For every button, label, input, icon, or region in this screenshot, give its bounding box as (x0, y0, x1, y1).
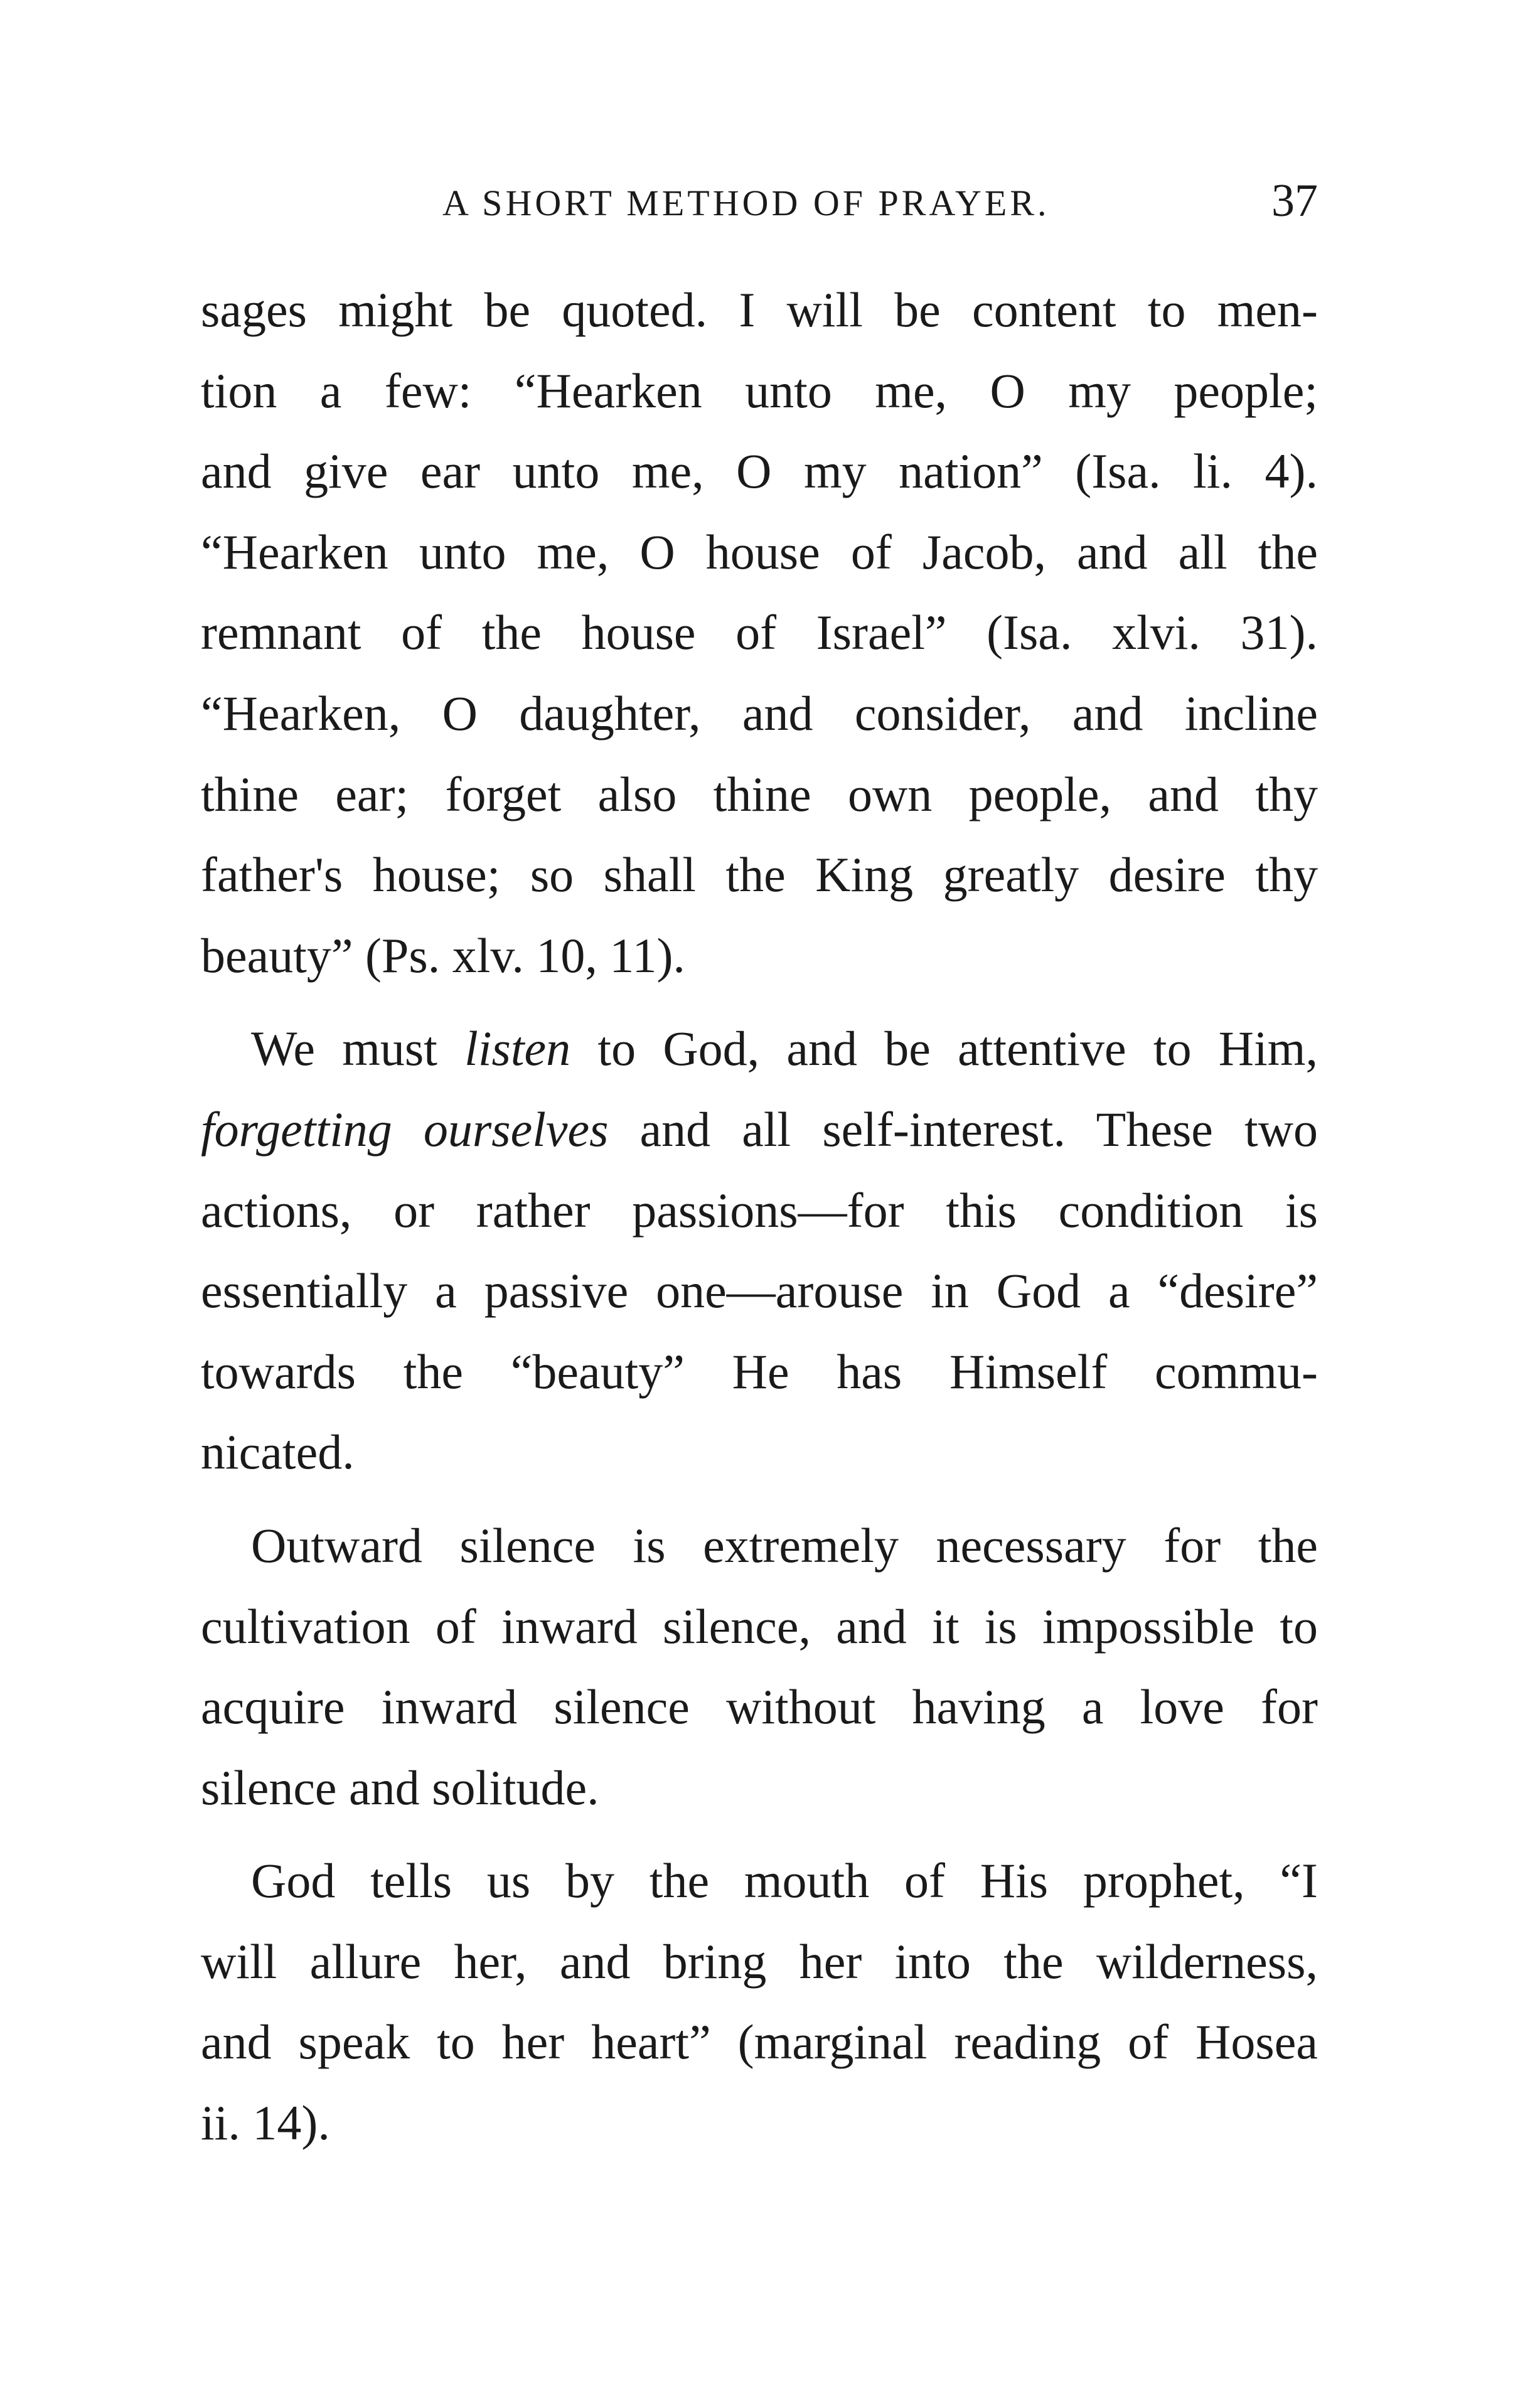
text-line: will allure her, and bring her into the wilderness, (201, 1934, 1318, 1989)
text-line: sages might be quoted. I will be content to men- (201, 282, 1318, 337)
paragraph-4 (201, 1841, 1318, 2163)
text-line: “Hearken unto me, O house of Jacob, and all the (201, 524, 1318, 579)
text-run: to God, and be attentive to Him, (570, 1021, 1318, 1076)
italic-run: ourselves (423, 1101, 609, 1157)
text-line: beauty” (Ps. xlv. 10, 11). (201, 928, 685, 983)
text-line: remnant of the house of Israel” (Isa. xlvi. 31). (201, 605, 1318, 660)
text-run (392, 1102, 424, 1157)
text-line: and give ear unto me, O my nation” (Isa. li. 4). (201, 444, 1318, 499)
text-line: father's house; so shall the King greatly desire thy (201, 847, 1318, 902)
running-title: A SHORT METHOD OF PRAYER. (442, 183, 1050, 223)
text-line: essentially a passive one—arouse in God a “desire” (201, 1263, 1318, 1319)
text-line (201, 1008, 1318, 1089)
text-line: nicated. (201, 1425, 355, 1480)
paragraph-2 (201, 1008, 1318, 1493)
text-line: Outward silence is extremely necessary for the (251, 1517, 1318, 1573)
text-line: tion a few: “Hearken unto me, O my people; (201, 363, 1318, 418)
paragraph-gap (201, 1493, 1318, 1506)
paragraph-3 (201, 1506, 1318, 1828)
text-line: towards the “beauty” He has Himself commu- (201, 1344, 1318, 1399)
text-line: silence and solitude. (201, 1760, 599, 1815)
running-head (201, 169, 1318, 238)
page-number: 37 (1271, 175, 1318, 227)
italic-run: listen (464, 1021, 571, 1076)
text-line: actions, or rather passions—for this condition is (201, 1182, 1318, 1238)
paragraph-gap (201, 996, 1318, 1008)
text-line: ii. 14). (201, 2095, 330, 2151)
italic-run: forgetting (201, 1101, 392, 1157)
body-text (201, 270, 1318, 2164)
text-run: We must (251, 1021, 465, 1076)
text-line: and speak to her heart” (marginal reading of Hosea (201, 2014, 1318, 2070)
text-line: thine ear; forget also thine own people, and thy (201, 766, 1318, 821)
paragraph-gap (201, 1828, 1318, 1841)
text-line: cultivation of inward silence, and it is impossible to (201, 1598, 1318, 1654)
text-line (201, 1089, 1318, 1170)
text-run: and all self-interest. These two (608, 1101, 1318, 1157)
text-line: God tells us by the mouth of His prophet, “I (251, 1853, 1318, 1908)
text-line: “Hearken, O daughter, and consider, and incline (201, 685, 1318, 741)
paragraph-1 (201, 270, 1318, 996)
text-line: acquire inward silence without having a love for (201, 1679, 1318, 1735)
